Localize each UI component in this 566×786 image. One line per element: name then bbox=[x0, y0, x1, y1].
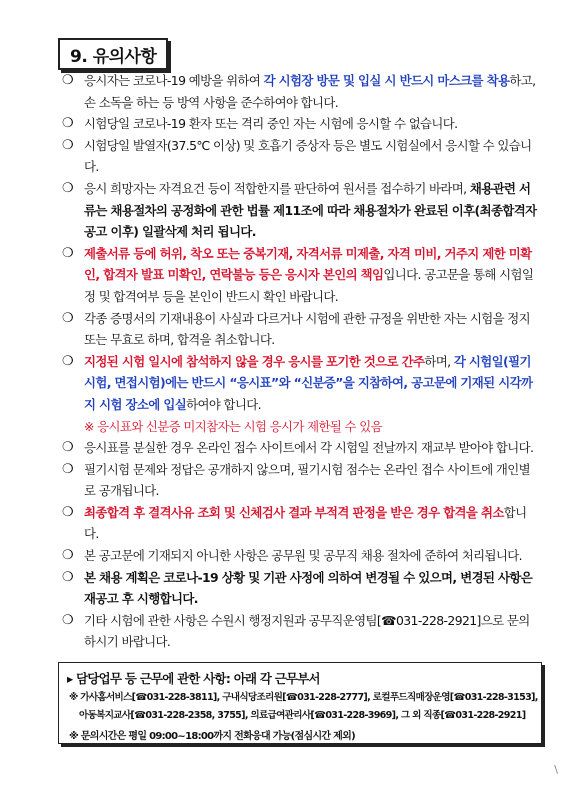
notice-text: 기타 시험에 관한 사항은 수원시 행정지원과 공무직운영팀[☎031-228-2921]으로 문의하시기 바랍니다. bbox=[84, 612, 530, 650]
notice-text: 각종 증명서의 기재내용이 사실과 다르거나 시험에 관한 규정을 위반한 자는 시험을 정지 또는 무효로 하며, 합격을 취소합니다. bbox=[84, 310, 531, 348]
section-title: 9. 유의사항 bbox=[58, 38, 168, 70]
notice-list bbox=[62, 70, 540, 653]
notice-item bbox=[62, 70, 540, 113]
notice-item bbox=[62, 243, 540, 308]
bullet-icon: ❍ bbox=[62, 73, 74, 88]
bullet-icon: ❍ bbox=[62, 440, 74, 456]
bullet-icon: ❍ bbox=[62, 504, 74, 520]
contact-lines bbox=[69, 689, 539, 725]
notice-item bbox=[62, 351, 540, 437]
notice-item bbox=[62, 610, 540, 653]
notice-item bbox=[62, 459, 540, 502]
notice-text: 합니다. bbox=[84, 504, 527, 542]
notice-text: 본 공고문에 기재되지 아니한 사항은 공무원 및 공무직 채용 절차에 준하여 처리됩니다. bbox=[84, 548, 522, 564]
contact-heading: ▸ 담당업무 등 근무에 관한 사항: 아래 각 근무부서 bbox=[67, 671, 320, 686]
notice-text: 하여야 합니다. bbox=[186, 396, 262, 412]
notice-item bbox=[62, 437, 540, 459]
notice-item bbox=[62, 502, 540, 545]
bullet-icon: ❍ bbox=[62, 548, 74, 564]
bullet-icon: ❍ bbox=[62, 310, 74, 326]
contact-line-2: 아동복지교사[☎031-228-2358, 3755], 의료급여관리사[☎031-228-3969], 그 외 직종[☎031-228-2921] bbox=[79, 710, 526, 721]
bullet-icon: ❍ bbox=[62, 569, 74, 585]
notice-text: 각 시험장 방문 및 입실 시 반드시 마스크를 착용 bbox=[263, 73, 510, 88]
notice-item bbox=[62, 113, 540, 135]
notice-text: 하며, bbox=[424, 353, 454, 369]
notice-text: 각 시험일(필기시험, 면접시험)에는 반드시 “응시표”와 “신분증”을 지참하여, 공고문에 기재된 시각까지 시험 장소에 입실 bbox=[84, 353, 533, 412]
bullet-icon: ❍ bbox=[62, 245, 74, 261]
contact-info-box bbox=[58, 662, 542, 744]
notice-item bbox=[62, 178, 540, 243]
bullet-icon: ❍ bbox=[62, 461, 74, 477]
notice-note: ※ 응시표와 신분증 미지참자는 시험 응시가 제한될 수 있음 bbox=[84, 418, 382, 434]
notice-text: 시험당일 발열자(37.5℃ 이상) 및 호흡기 증상자 등은 별도 시험실에서 응시할 수 있습니다. bbox=[84, 137, 532, 175]
notice-text: 채용관련 서류는 채용절차의 공정화에 관한 법률 제11조에 따라 채용절차가 완료된 이후(최종합격자 공고 이후) 일괄삭제 처리 됩니다. bbox=[84, 180, 537, 240]
notice-text: 지정된 시험 일시에 참석하지 않을 경우 응시를 포기한 것으로 간주 bbox=[84, 353, 425, 369]
bullet-icon: ❍ bbox=[62, 353, 74, 369]
bullet-icon: ❍ bbox=[62, 612, 74, 628]
bullet-icon: ❍ bbox=[62, 116, 74, 132]
notice-item bbox=[62, 545, 540, 567]
notice-text: 제출서류 등에 허위, 착오 또는 중복기재, 자격서류 미제출, 자격 미비, 거주지 제한 미확인, 합격자 발표 미확인, 연락불능 등은 응시자 본인의 책임 bbox=[84, 245, 532, 283]
notice-text: 본 채용 계획은 코로나-19 상황 및 기관 사정에 의하여 변경될 수 있으며, 변경된 사항은 재공고 후 시행합니다. bbox=[84, 569, 533, 607]
notice-text: 응시 희망자는 자격요건 등이 적합한지를 판단하여 원서를 접수하기 바라며, bbox=[84, 180, 470, 196]
contact-footer: ※ 문의시간은 평일 09:00~18:00까지 전화응대 가능(점심시간 제외) bbox=[69, 731, 355, 742]
bullet-icon: ❍ bbox=[62, 137, 74, 153]
section-title-wrap bbox=[58, 38, 168, 70]
notice-text: 응시표를 분실한 경우 온라인 접수 사이트에서 각 시험일 전날까지 재교부 받아야 합니다. bbox=[84, 440, 534, 456]
notice-item bbox=[62, 567, 540, 610]
notice-item bbox=[62, 308, 540, 351]
bullet-icon: ❍ bbox=[62, 180, 74, 196]
notice-text: 응시자는 코로나-19 예방을 위하여 bbox=[84, 73, 264, 88]
contact-line-1: ※ 가사홈서비스[☎031-228-3811], 구내식당조리원[☎031-228-2777], 로컬푸드직매장운영[☎031-228-3153], bbox=[69, 692, 538, 703]
notice-text: 필기시험 문제와 정답은 공개하지 않으며, 필기시험 점수는 온라인 접수 사이트에 개인별로 공개됩니다. bbox=[84, 461, 531, 499]
notice-text: 최종합격 후 결격사유 조회 및 신체검사 결과 부적격 판정을 받은 경우 합격을 취소 bbox=[84, 504, 504, 520]
notice-item bbox=[62, 135, 540, 178]
notice-text: 입니다. 공고문을 통해 시험일정 및 합격여부 등을 본인이 반드시 확인 바랍니다. bbox=[84, 267, 534, 304]
corner-mark: \ bbox=[554, 763, 558, 776]
notice-text: 시험당일 코로나-19 환자 또는 격리 중인 자는 시험에 응시할 수 없습니다. bbox=[84, 116, 458, 132]
notice-text: 하고, 손 소독을 하는 등 방역 사항을 준수하여야 합니다. bbox=[84, 73, 536, 110]
